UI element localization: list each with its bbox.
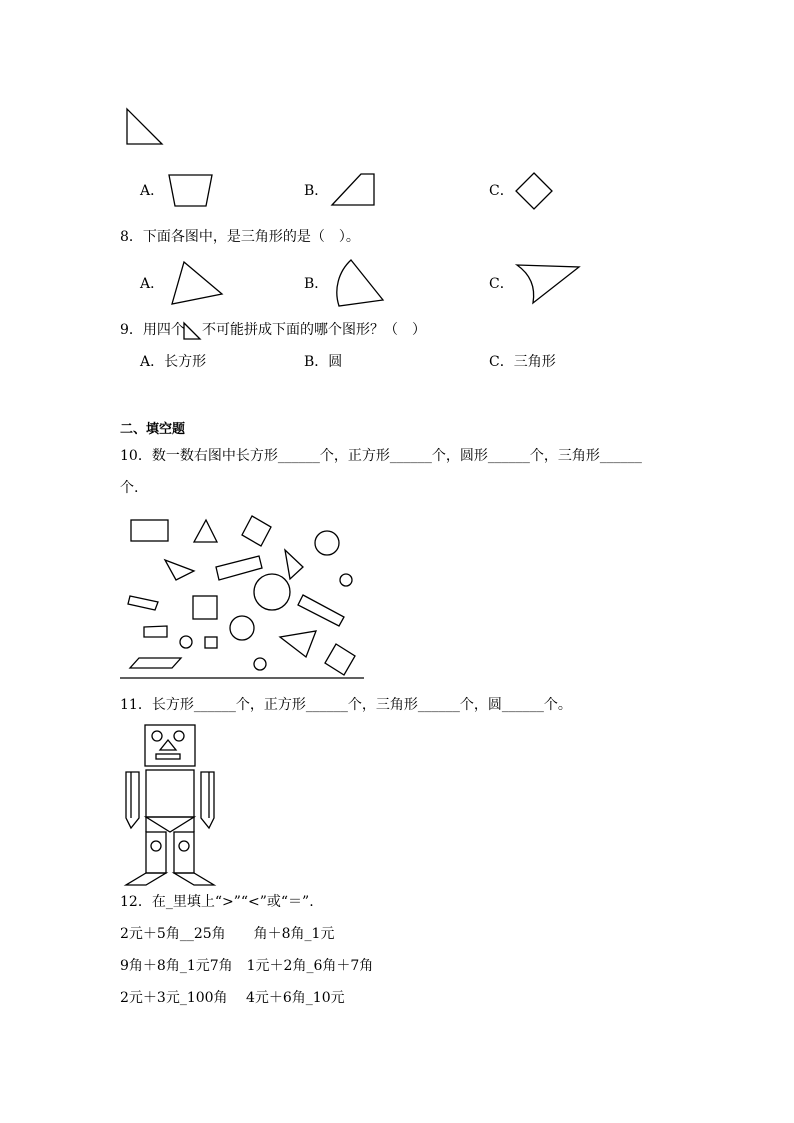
q8-question: 8．下面各图中，是三角形的是（ ）。 bbox=[120, 229, 360, 245]
q9-question-prefix: 9．用四个 bbox=[120, 322, 185, 338]
right-trapezoid-figure[interactable] bbox=[331, 173, 377, 207]
q7-option-c-label[interactable]: C． bbox=[489, 183, 514, 199]
q9-option-c[interactable]: C．三角形 bbox=[489, 354, 556, 370]
shape-circle bbox=[230, 616, 254, 640]
robot-knee-right bbox=[179, 841, 189, 851]
robot-body bbox=[146, 770, 194, 817]
shape-circle bbox=[180, 636, 192, 648]
q10-question-line1: 10．数一数右图中长方形______个，正方形______个，圆形______个，三角形______ bbox=[120, 448, 642, 464]
robot-arm-left bbox=[126, 772, 139, 828]
q9-option-b[interactable]: B．圆 bbox=[304, 354, 343, 370]
shape-triangle bbox=[285, 550, 303, 579]
q12-row-1: 2元＋5角__25角 角＋8角_1元 bbox=[120, 926, 335, 942]
shape-circle bbox=[254, 658, 266, 670]
q9-option-a[interactable]: A．长方形 bbox=[140, 354, 207, 370]
shape-square bbox=[193, 596, 217, 619]
shape-square bbox=[205, 637, 217, 648]
diamond-figure[interactable] bbox=[515, 172, 555, 212]
small-right-triangle-icon bbox=[183, 322, 203, 342]
curved-triangle-figure[interactable] bbox=[515, 263, 581, 305]
q8-option-a-label[interactable]: A． bbox=[140, 276, 165, 292]
robot-mouth bbox=[156, 754, 180, 759]
right-triangle-figure bbox=[126, 108, 166, 148]
shape-circle bbox=[340, 574, 352, 586]
robot-leg-right bbox=[174, 832, 194, 873]
shape-rectangle bbox=[131, 520, 168, 541]
shape-square bbox=[242, 516, 271, 546]
shape-rectangle bbox=[144, 626, 167, 637]
sector-figure[interactable] bbox=[335, 258, 385, 308]
shape-square bbox=[325, 644, 355, 675]
q9-question-suffix: 不可能拼成下面的哪个图形？（ ） bbox=[202, 322, 426, 338]
robot-knee-left bbox=[151, 841, 161, 851]
robot-nose bbox=[160, 740, 176, 750]
robot-eye-left bbox=[152, 731, 162, 741]
shape-triangle bbox=[280, 631, 316, 657]
robot-head bbox=[145, 725, 195, 766]
mixed-shapes-figure bbox=[120, 505, 370, 685]
robot-waist-triangle bbox=[146, 817, 194, 832]
robot-arm-right bbox=[201, 772, 214, 828]
shape-rectangle bbox=[128, 596, 158, 610]
q8-option-c-label[interactable]: C． bbox=[489, 276, 514, 292]
q12-row-3: 2元＋3元_100角 4元＋6角_10元 bbox=[120, 990, 345, 1006]
robot-eye-right bbox=[174, 731, 184, 741]
shape-circle bbox=[315, 531, 339, 555]
q8-option-b-label[interactable]: B． bbox=[304, 276, 329, 292]
q11-question: 11．长方形______个，正方形______个，三角形______个，圆______个。 bbox=[120, 697, 572, 713]
q7-option-a-label[interactable]: A． bbox=[140, 183, 165, 199]
q12-question: 12．在_里填上“>”“<”或“＝”. bbox=[120, 894, 314, 910]
shape-parallelogram bbox=[130, 658, 181, 668]
section-title: 二、填空题 bbox=[120, 422, 186, 437]
shape-rectangle bbox=[298, 595, 344, 626]
shape-circle bbox=[254, 574, 290, 610]
robot-figure bbox=[122, 720, 218, 890]
q10-question-line2: 个. bbox=[120, 480, 139, 496]
shape-triangle bbox=[194, 520, 217, 542]
q12-row-2: 9角＋8角_1元7角 1元＋2角_6角＋7角 bbox=[120, 958, 374, 974]
shape-rectangle bbox=[216, 556, 262, 580]
robot-foot-right bbox=[174, 873, 214, 885]
robot-foot-left bbox=[126, 873, 166, 885]
shape-triangle bbox=[165, 560, 194, 580]
trapezoid-figure[interactable] bbox=[168, 174, 214, 208]
triangle-figure[interactable] bbox=[170, 260, 224, 306]
robot-leg-left bbox=[146, 832, 166, 873]
q7-option-b-label[interactable]: B． bbox=[304, 183, 329, 199]
